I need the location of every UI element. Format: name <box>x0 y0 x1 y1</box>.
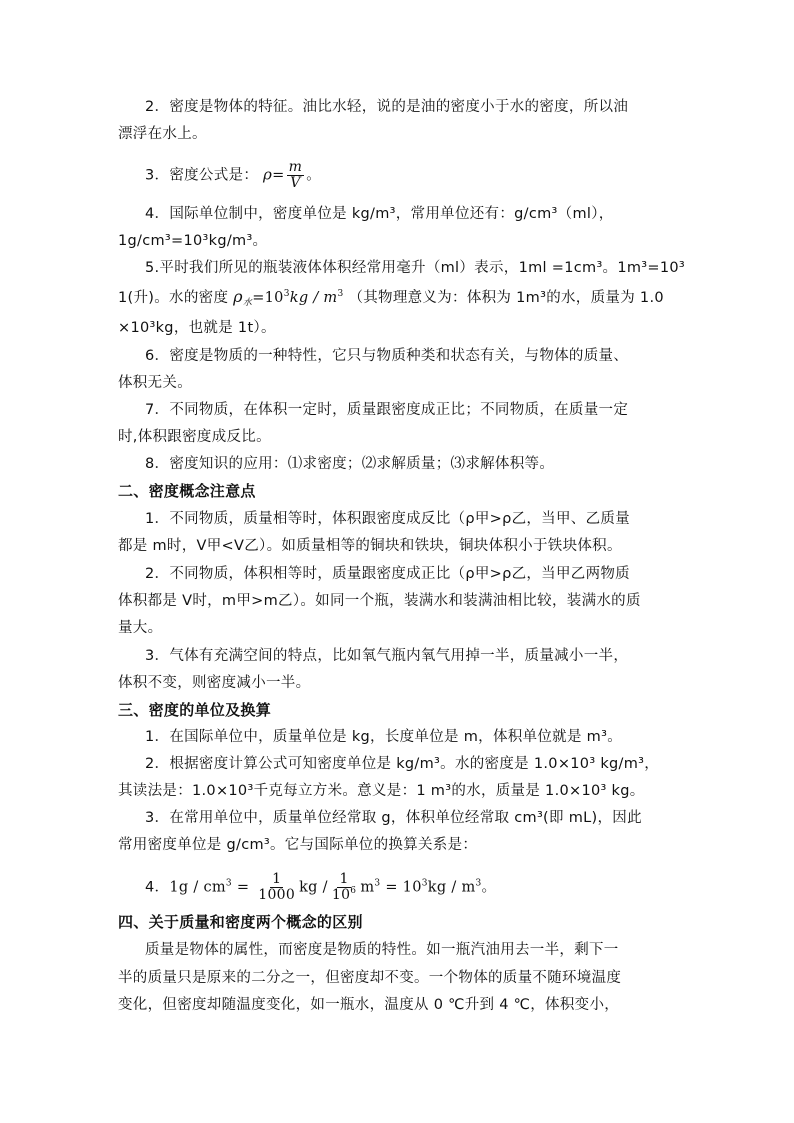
fraction-numerator: 1 <box>339 871 349 887</box>
unit-exponent: 3 <box>337 289 344 299</box>
water-density-value: =10 <box>252 290 284 306</box>
rhs-unit-exponent: 3 <box>475 878 482 889</box>
section-3-item-3-line-2: 常用密度单位是 g/cm³。它与国际单位的换算关系是： <box>118 837 478 853</box>
water-density-meaning: （其物理意义为：体积为 1m³的水，质量为 1.0 <box>348 290 664 306</box>
point-7-line-1: 7．不同物质，在体积一定时，质量跟密度成正比；不同物质，在质量一定 <box>145 402 629 418</box>
fraction-denominator <box>330 888 358 903</box>
point-6-line-1: 6．密度是物质的一种特性，它只与物质种类和状态有关，与物体的质量、 <box>145 348 629 364</box>
rho-symbol: ρ <box>263 165 273 184</box>
denominator-exponent: 6 <box>350 886 357 896</box>
section-2-item-2-line-2: 体积都是 V时，m甲>m乙）。如同一个瓶，装满水和装满油相比较，装满水的质 <box>118 593 641 609</box>
section-2-item-1-line-2: 都是 m时，V甲<V乙）。如质量相等的铜块和铁块，铜块体积小于铁块体积。 <box>118 538 622 554</box>
rho-symbol: ρ <box>233 287 243 306</box>
section-3-item-3-line-1: 3．在常用单位中，质量单位经常取 g，体积单位经常取 cm³(即 mL)，因此 <box>145 810 642 826</box>
point-5-line-2 <box>118 287 664 308</box>
point-5-line-1: 5.平时我们所见的瓶装液体体积经常用毫升（ml）表示，1ml =1cm³。1m³=10³ <box>145 260 686 276</box>
section-3-item-2-line-1: 2．根据密度计算公式可知密度单位是 kg/m³。水的密度是 1.0×10³ kg/m³， <box>145 756 660 772</box>
section-2-item-2-line-3: 量大。 <box>118 620 163 636</box>
section-4-line-3: 变化，但密度却随温度变化，如一瓶水，温度从 0 ℃升到 4 ℃，体积变小， <box>118 997 620 1013</box>
section-3-item-2-line-2: 其读法是：1.0×10³千克每立方米。意义是：1 m³的水，质量是 1.0×10³ kg。 <box>118 783 645 799</box>
point-5-line-3: ×10³kg，也就是 1t）。 <box>118 320 276 336</box>
conversion-kg-per: kg / <box>299 879 328 896</box>
section-4-line-1: 质量是物体的属性，而密度是物质的特性。如一瓶汽油用去一半，剩下一 <box>145 942 619 958</box>
conversion-rhs-unit: kg / m <box>427 879 476 896</box>
water-density-unit: kg / m <box>289 290 338 306</box>
rho-subscript-water: 水 <box>242 298 253 308</box>
section-2-item-3-line-1: 3．气体有充满空间的特点，比如氧气瓶内氧气用掉一半，质量减小一半， <box>145 648 629 664</box>
m-exponent: 3 <box>374 878 381 889</box>
point-4-line-2: 1g/cm³=10³kg/m³。 <box>118 233 268 249</box>
formula-lead: 3．密度公式是： <box>145 167 259 184</box>
fraction-denominator: V <box>290 175 301 191</box>
fraction-numerator: 1 <box>272 871 282 887</box>
point-3-density-formula <box>145 160 321 191</box>
rhs-exponent: 3 <box>421 878 428 889</box>
conversion-end: 。 <box>481 879 497 896</box>
formula-end: 。 <box>306 167 322 184</box>
lhs-exponent: 3 <box>225 878 232 889</box>
point-2-line-1: 2．密度是物体的特征。油比水轻，说的是油的密度小于水的密度，所以油 <box>145 99 629 115</box>
point-6-line-2: 体积无关。 <box>118 375 192 391</box>
conversion-lead: 4． <box>145 879 170 896</box>
denominator-base: 10 <box>331 887 351 903</box>
fraction-numerator: m <box>288 159 303 175</box>
equals-sign: = <box>236 879 250 896</box>
section-4-line-2: 半的质量只是原来的二分之一，但密度却不变。一个物体的质量不随环境温度 <box>118 970 622 986</box>
section-2-item-1-line-1: 1．不同物质，质量相等时，体积跟密度成反比（ρ甲>ρ乙，当甲、乙质量 <box>145 511 630 527</box>
point-7-line-2: 时,体积跟密度成反比。 <box>118 429 271 445</box>
water-density-exponent: 3 <box>283 289 290 299</box>
point-8-line: 8．密度知识的应用：⑴求密度；⑵求解质量；⑶求解体积等。 <box>145 456 555 472</box>
equals-sign: = <box>272 167 285 184</box>
water-density-lead: 1(升)。水的密度 <box>118 290 229 306</box>
fraction-1-over-10-6 <box>330 872 358 903</box>
point-2-line-2: 漂浮在水上。 <box>118 126 207 142</box>
conversion-rhs: = 10 <box>385 879 422 896</box>
section-2-item-3-line-2: 体积不变，则密度减小一半。 <box>118 675 311 691</box>
section-3-item-1: 1．在国际单位中，质量单位是 kg，长度单位是 m，体积单位就是 m³。 <box>145 729 623 745</box>
conversion-m: m <box>360 879 375 896</box>
section-2-item-2-line-1: 2．不同物质，体积相等时，质量跟密度成正比（ρ甲>ρ乙，当甲乙两物质 <box>145 566 630 582</box>
point-4-line-1: 4．国际单位制中，密度单位是 kg/m³，常用单位还有：g/cm³（ml）， <box>145 206 614 222</box>
section-heading-2: 二、密度概念注意点 <box>118 482 256 500</box>
section-heading-3: 三、密度的单位及换算 <box>118 701 272 719</box>
section-3-item-4-conversion <box>145 872 496 903</box>
section-heading-4: 四、关于质量和密度两个概念的区别 <box>118 913 363 931</box>
fraction-m-over-v <box>287 160 305 191</box>
fraction-1-over-1000 <box>256 872 297 903</box>
fraction-denominator: 1000 <box>258 887 296 903</box>
conversion-lhs: 1g / cm <box>169 879 226 896</box>
